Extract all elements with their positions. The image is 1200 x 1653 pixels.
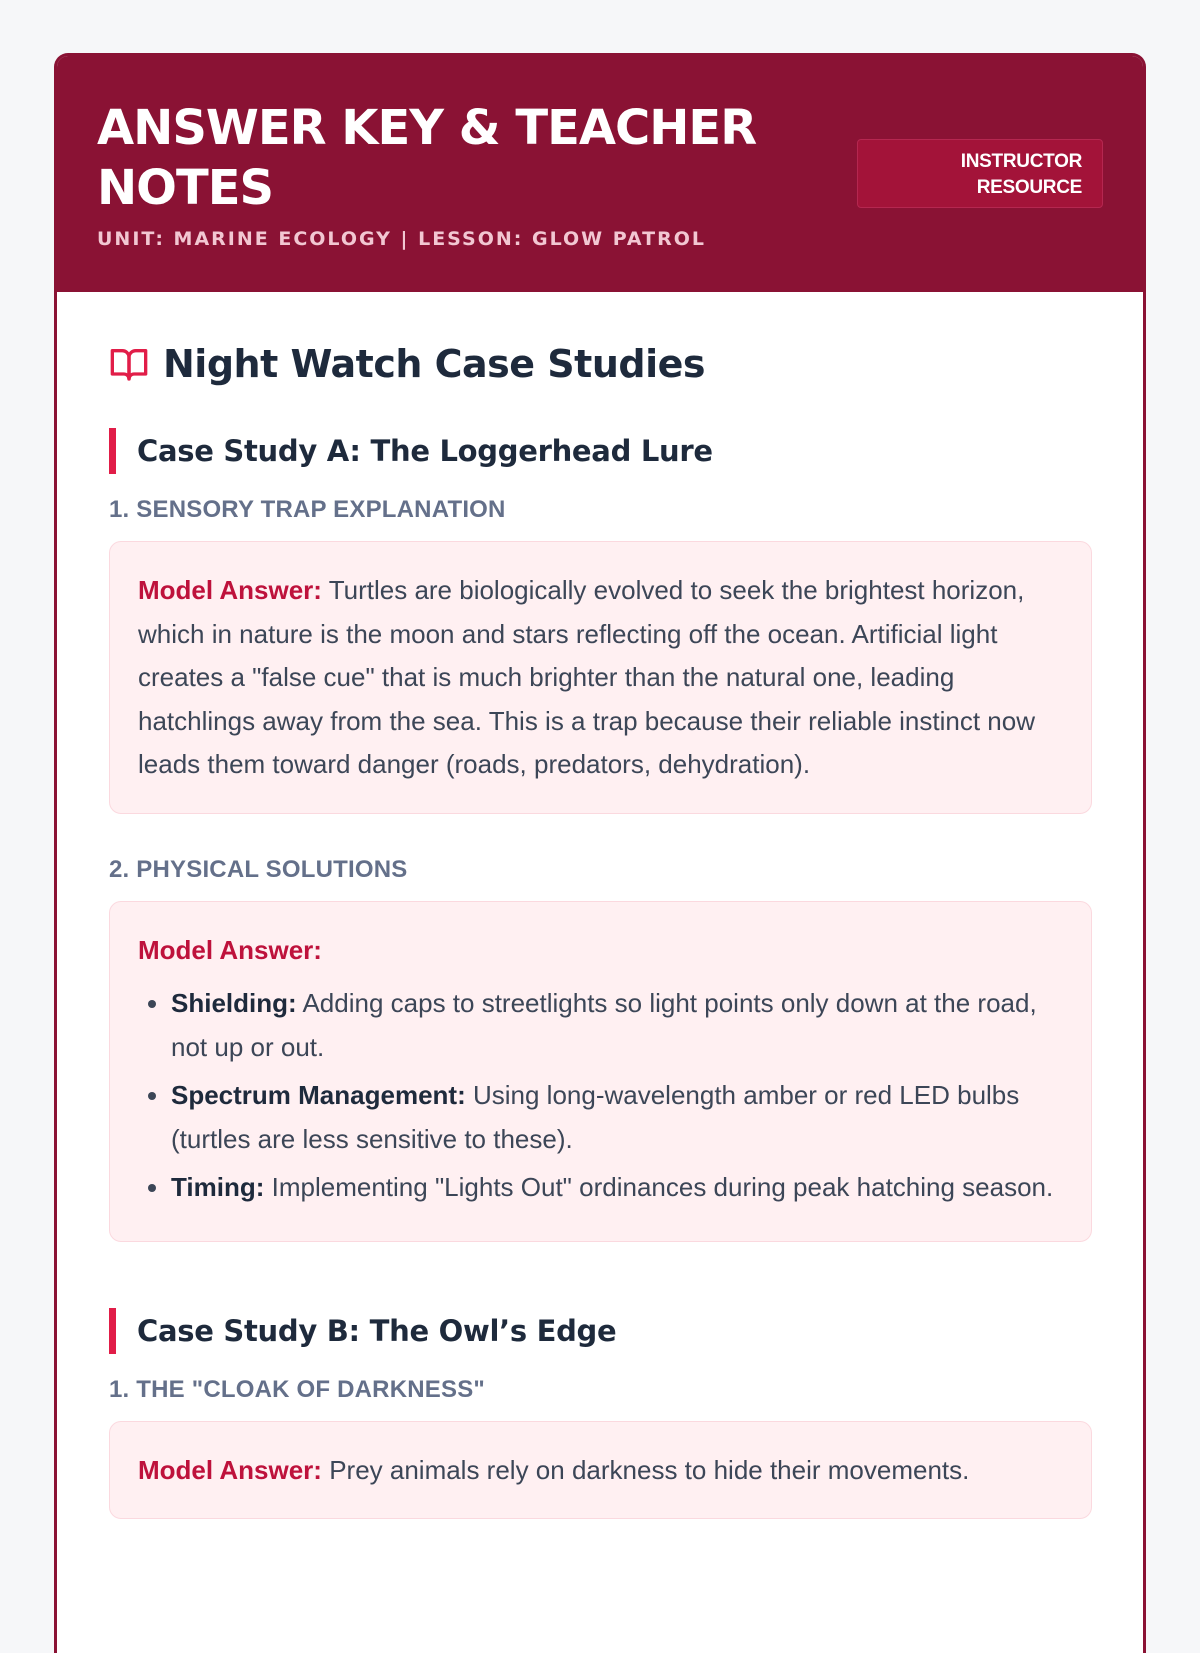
model-answer-box	[109, 901, 1092, 1242]
question-label: 2. PHYSICAL SOLUTIONS	[109, 855, 408, 883]
list-item	[171, 1166, 1063, 1210]
question-label: 1. THE "CLOAK OF DARKNESS"	[109, 1375, 485, 1403]
item-text: Adding caps to streetlights so light points only down at the road, not up or out.	[171, 988, 1037, 1062]
model-answer-label: Model Answer:	[138, 1454, 322, 1485]
question-label: 1. SENSORY TRAP EXPLANATION	[109, 496, 506, 523]
answer-key-sheet	[54, 53, 1146, 1653]
instructor-resource-badge: INSTRUCTOR RESOURCE	[857, 139, 1103, 208]
model-answer-label: Model Answer:	[138, 575, 322, 605]
model-answer-box	[109, 541, 1092, 814]
solutions-list	[138, 982, 1063, 1210]
book-open-icon	[109, 344, 149, 384]
page-header	[57, 56, 1143, 292]
item-term: Timing:	[171, 1172, 265, 1202]
item-text: Implementing "Lights Out" ordinances during peak hatching season.	[271, 1172, 1054, 1202]
model-answer-text: Prey animals rely on darkness to hide their movements.	[329, 1454, 970, 1485]
item-text: Using long-wavelength amber or red LED bulbs (turtles are less sensitive to these).	[171, 1080, 1020, 1154]
section-heading	[109, 342, 1092, 386]
item-term: Shielding:	[171, 988, 297, 1018]
page-title: ANSWER KEY & TEACHER NOTES	[97, 100, 757, 216]
main-content	[57, 342, 1143, 1519]
model-answer-text: Turtles are biologically evolved to seek the brightest horizon, which in nature is the moon and stars reflecting off the ocean. Artificial light creates a "false cue" that is much brighter than the natural one, leading hatchlings away from the sea. This is a trap because their reliable instinct now leads them toward danger (roads, predators, dehydration).	[138, 575, 1035, 779]
unit-lesson-subtitle: UNIT: MARINE ECOLOGY | LESSON: GLOW PATROL	[97, 228, 706, 250]
case-study-a-title: Case Study A: The Loggerhead Lure	[109, 428, 1092, 474]
model-answer-label: Model Answer:	[138, 934, 322, 965]
section-title: Night Watch Case Studies	[163, 342, 706, 386]
list-item	[171, 982, 1063, 1069]
list-item	[171, 1074, 1063, 1161]
model-answer-box	[109, 1421, 1092, 1520]
case-study-b-title: Case Study B: The Owl’s Edge	[109, 1308, 1092, 1354]
item-term: Spectrum Management:	[171, 1080, 466, 1110]
